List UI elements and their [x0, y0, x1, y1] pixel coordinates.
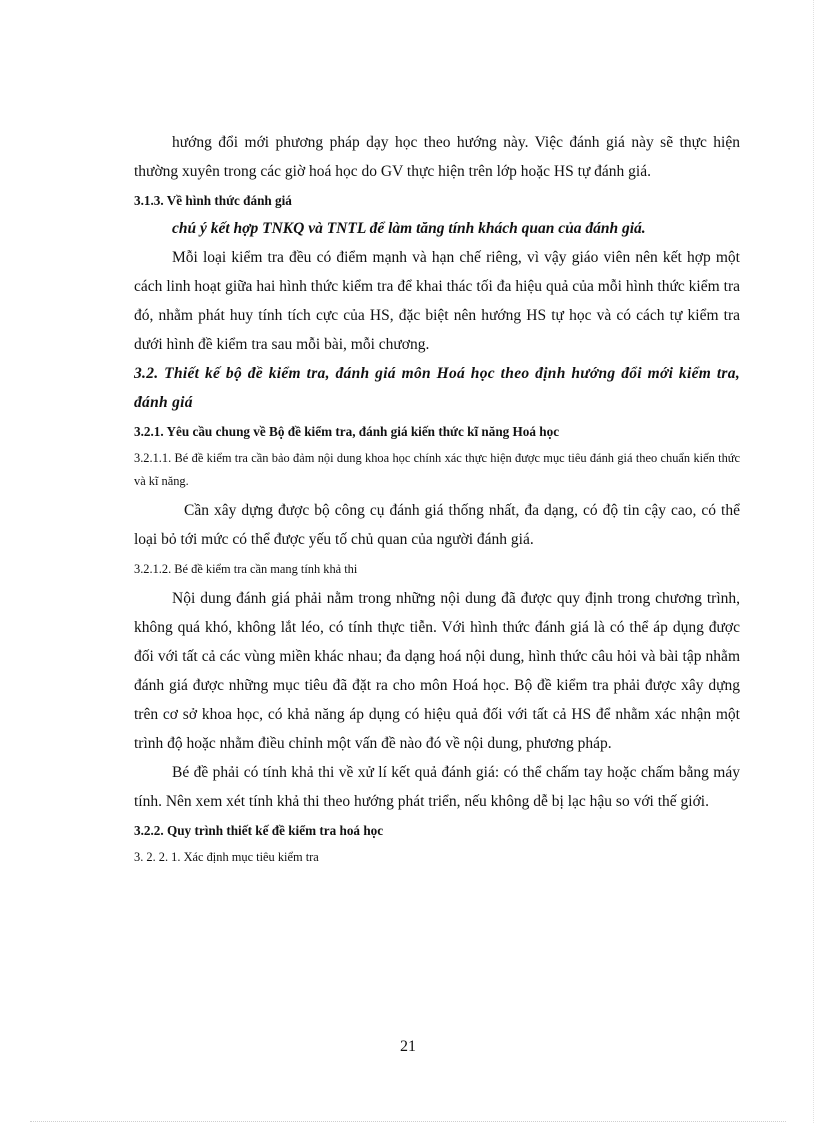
heading-3-2-1: 3.2.1. Yêu cầu chung về Bộ đề kiểm tra, đánh giá kiến thức kĩ năng Hoá học	[134, 424, 560, 439]
page-content	[134, 128, 740, 872]
paragraph-tool-set: Cần xây dựng được bộ công cụ đánh giá thống nhất, đa dạng, có độ tin cậy cao, có thể loại bỏ tới mức có thể được yếu tố chủ quan của người đánh giá.	[134, 502, 740, 548]
heading-3-2: 3.2. Thiết kế bộ đề kiểm tra, đánh giá môn Hoá học theo định hướng đổi mới kiểm tra, đánh giá	[134, 365, 740, 411]
heading-3-2-2: 3.2.2. Quy trình thiết kế đề kiểm tra hoá học	[134, 823, 384, 838]
page-bottom-border	[30, 1121, 786, 1122]
subheading-3-2-2-1: 3. 2. 2. 1. Xác định mục tiêu kiểm tra	[134, 850, 319, 864]
heading-3-1-3: 3.1.3. Về hình thức đánh giá	[134, 193, 292, 208]
paragraph-content-evaluation: Nội dung đánh giá phải nằm trong những nội dung đã được quy định trong chương trình, không quá khó, không lắt léo, có tính thực tiễn. Với hình thức đánh giá là có thể áp dụng được đối với tất cả các vùng miền khác nhau; đa dạng hoá nội dung, hình thức câu hỏi và bài tập nhằm đánh giá được những mục tiêu đã đặt ra cho môn Hoá học. Bộ đề kiểm tra phải được xây dựng trên cơ sở khoa học, có khả năng áp dụng có hiệu quả đối với tất cả HS để nhằm xác nhận một trình độ hoặc nhằm điều chỉnh một vấn đề nào đó về nội dung, phương pháp.	[134, 590, 740, 752]
emphasis-heading: chú ý kết hợp TNKQ và TNTL để làm tăng tính khách quan của đánh giá.	[172, 220, 646, 237]
page-number: 21	[400, 1038, 416, 1055]
subheading-3-2-1-2: 3.2.1.2. Bé đề kiểm tra cần mang tính khả thi	[134, 562, 358, 576]
page-right-border	[813, 0, 814, 1123]
subheading-3-2-1-1: 3.2.1.1. Bé đề kiểm tra cần bảo đảm nội dung khoa học chính xác thực hiện được mục tiêu đánh giá theo chuẩn kiến thức và kĩ năng.	[134, 451, 740, 488]
paragraph-intro: hướng đổi mới phương pháp dạy học theo hướng này. Việc đánh giá này sẽ thực hiện thường xuyên trong các giờ hoá học do GV thực hiện trên lớp hoặc HS tự đánh giá.	[134, 134, 740, 180]
paragraph-feasibility: Bé đề phải có tính khả thi về xử lí kết quả đánh giá: có thể chấm tay hoặc chấm bằng máy tính. Nên xem xét tính khả thi theo hướng phát triển, nếu không dễ bị lạc hậu so với thế giới.	[134, 764, 740, 810]
paragraph-test-types: Mỗi loại kiểm tra đều có điểm mạnh và hạn chế riêng, vì vậy giáo viên nên kết hợp một cách linh hoạt giữa hai hình thức kiểm tra để khai thác tối đa hiệu quả của mỗi hình thức kiểm tra đó, nhằm phát huy tính tích cực của HS, đặc biệt nên hướng HS tự học và có cách tự kiểm tra dưới hình đề kiểm tra sau mỗi bài, mỗi chương.	[134, 249, 740, 353]
